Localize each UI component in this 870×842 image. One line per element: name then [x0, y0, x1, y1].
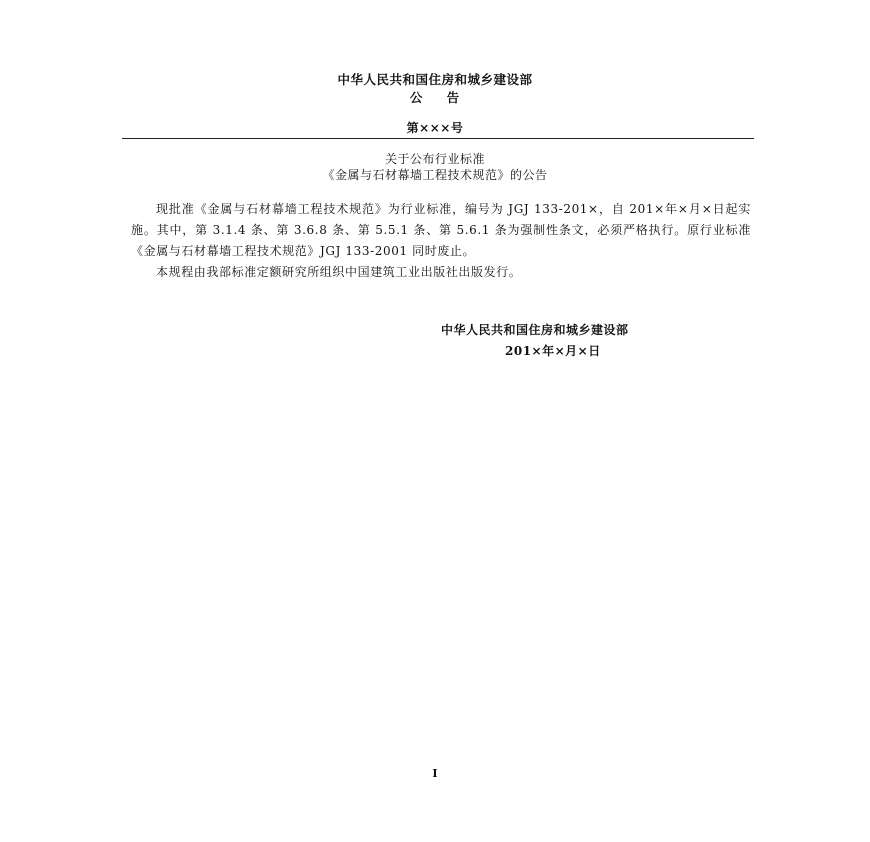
- body-paragraph: 现批准《金属与石材幕墙工程技术规范》为行业标准，编号为 JGJ 133-201×，自 201×年×月×日起实施。其中，第 3.1.4 条、第 3.6.8 条、第 5.5.1 条、第 5.6.1 条为强制性条文，必须严格执行。原行业标准《金属与石材幕墙工程技术规范》JGJ 133-2001 同时废止。: [131, 202, 751, 258]
- header-divider: [122, 138, 754, 139]
- page-number: I: [432, 767, 438, 780]
- notice-title: 公 告: [409, 90, 461, 105]
- subject-line-1: 关于公布行业标准: [384, 152, 485, 166]
- signature-organization: 中华人民共和国住房和城乡建设部: [441, 323, 629, 337]
- signature-date: 201×年×月×日: [505, 344, 601, 358]
- issuing-ministry-title: 中华人民共和国住房和城乡建设部: [337, 72, 533, 87]
- notice-number: 第×××号: [406, 121, 464, 135]
- body-paragraph: 本规程由我部标准定额研究所组织中国建筑工业出版社出版发行。: [156, 265, 522, 279]
- notice-body: [131, 199, 751, 283]
- subject-line-2: 《金属与石材幕墙工程技术规范》的公告: [322, 168, 548, 182]
